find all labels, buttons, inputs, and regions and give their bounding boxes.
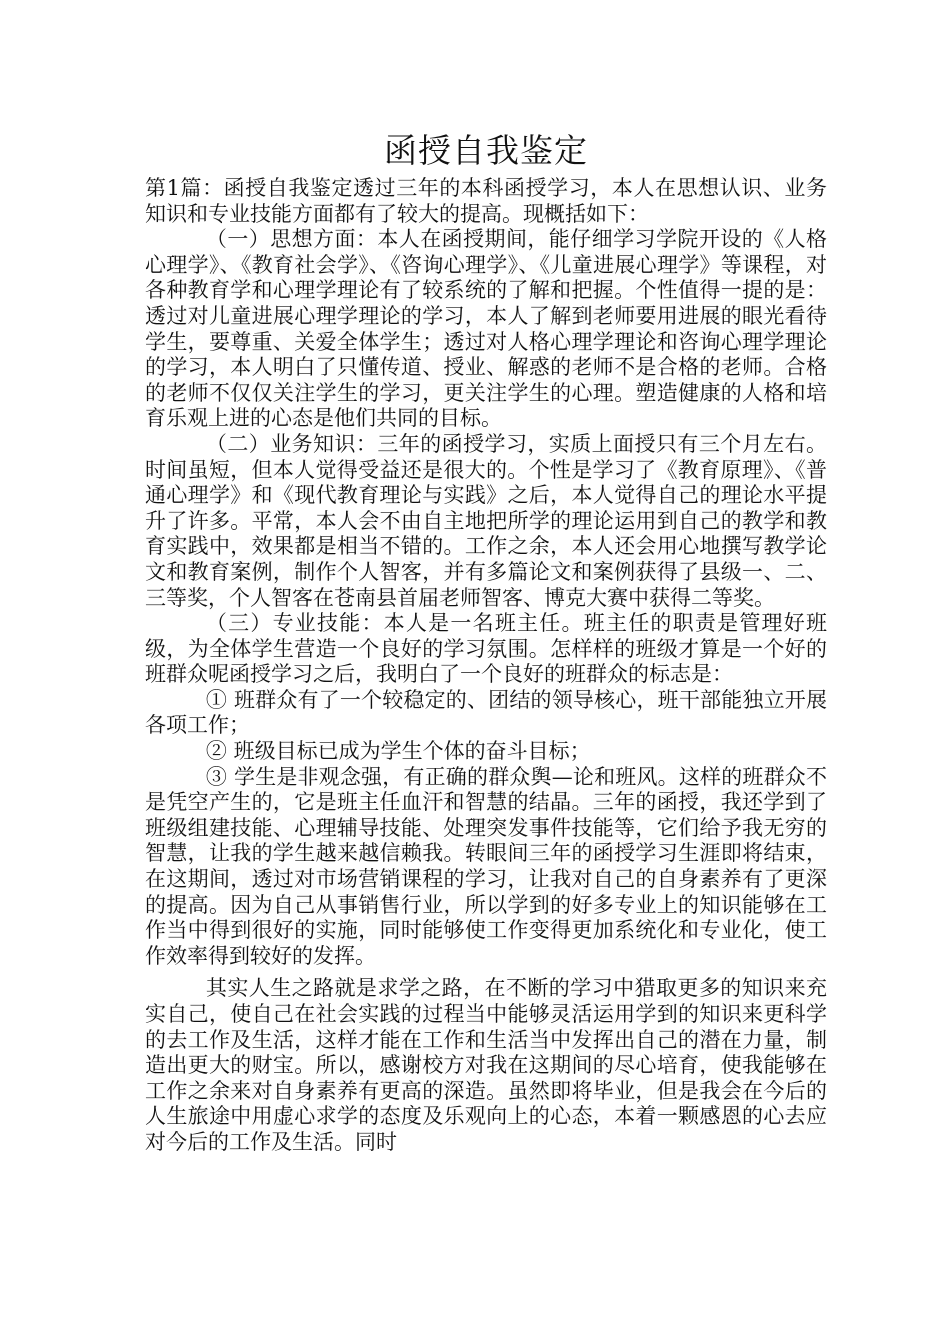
list-item-3: ③ 学生是非观念强，有正确的群众舆—论和班风。这样的班群众不是凭空产生的，它是班主任血汗和智慧的结晶。三年的函授，我还学到了班级组建技能、心理辅导技能、处理突发事件技能等，它们给予我无穷的智慧，让我的学生越来越信赖我。转眼间三年的函授学习生涯即将结束，在这期间，透过对市场营销课程的学习，让我对自己的自身素养有了更深的提高。因为自己从事销售行业，所以学到的好多专业上的知识能够在工作当中得到很好的实施，同时能够使工作变得更加系统化和专业化，使工作效率得到较好的发挥。 (145, 764, 827, 968)
paragraph-thought: （一）思想方面：本人在函授期间，能仔细学习学院开设的《人格心理学》、《教育社会学》、《咨询心理学》、《儿童进展心理学》等课程，对各种教育学和心理学理论有了较系统的了解和把握。个性值得一提的是：透过对儿童进展心理学理论的学习，本人了解到老师要用进展的眼光看待学生，要尊重、关爱全体学生；透过对人格心理学理论和咨询心理学理论的学习，本人明白了只懂传道、授业、解惑的老师不是合格的老师。合格的老师不仅仅关注学生的学习，更关注学生的心理。塑造健康的人格和培育乐观上进的心态是他们共同的目标。 (145, 227, 827, 431)
paragraph-conclusion: 其实人生之路就是求学之路，在不断的学习中猎取更多的知识来充实自己，使自己在社会实践的过程当中能够灵活运用学到的知识来更科学的去工作及生活，这样才能在工作和生活当中发挥出自己的潜在力量，制造出更大的财宝。所以，感谢校方对我在这期间的尽心培育，使我能够在工作之余来对自身素养有更高的深造。虽然即将毕业，但是我会在今后的人生旅途中用虚心求学的态度及乐观向上的心态，本着一颗感恩的心去应对今后的工作及生活。同时 (145, 976, 827, 1154)
document-title: 函授自我鉴定 (384, 131, 588, 170)
document-page (145, 128, 827, 1156)
paragraph-intro: 第1篇：函授自我鉴定透过三年的本科函授学习，本人在思想认识、业务知识和专业技能方面都有了较大的提高。现概括如下： (145, 176, 827, 226)
list-item-2: ② 班级目标已成为学生个体的奋斗目标； (205, 739, 591, 764)
list-item-1: ① 班群众有了一个较稳定的、团结的领导核心，班干部能独立开展各项工作； (145, 687, 827, 738)
paragraph-professional-skills: （三）专业技能：本人是一名班主任。班主任的职责是管理好班级，为全体学生营造一个良好的学习氛围。怎样样的班级才算是一个好的班群众呢函授学习之后，我明白了一个良好的班群众的标志是： (145, 611, 827, 687)
paragraph-business-knowledge: （二）业务知识：三年的函授学习，实质上面授只有三个月左右。时间虽短，但本人觉得受益还是很大的。个性是学习了《教育原理》、《普通心理学》和《现代教育理论与实践》之后，本人觉得自己的理论水平提升了许多。平常，本人会不由自主地把所学的理论运用到自己的教学和教育实践中，效果都是相当不错的。工作之余，本人还会用心地撰写教学论文和教育案例，制作个人智客，并有多篇论文和案例获得了县级一、二、三等奖，个人智客在苍南县首届老师智客、博克大赛中获得二等奖。 (145, 431, 827, 610)
